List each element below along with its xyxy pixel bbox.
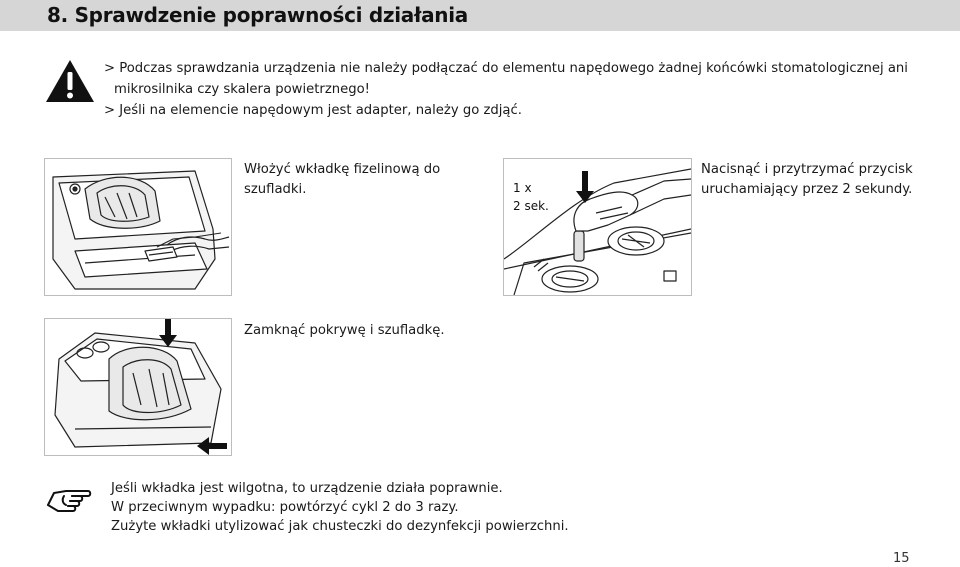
note-text: [111, 479, 911, 536]
step-caption: Nacisnąć i przytrzymać przycisk uruchamiający przez 2 sekundy.: [701, 162, 913, 197]
step-caption: Włożyć wkładkę fizelinową do szufladki.: [244, 162, 441, 197]
drawer-insert-figure: [44, 158, 232, 296]
press-count: 1 x: [513, 181, 532, 195]
section-header-bar: [0, 0, 960, 31]
close-lid-figure: [44, 318, 232, 456]
warning-item: > Podczas sprawdzania urządzenia nie należy podłączać do elementu napędowego żadnej końcówki stomatologicznej ani mikrosilnika czy skalera powietrznego!: [104, 61, 908, 97]
duration-label: [513, 179, 549, 215]
press-duration: 2 sek.: [513, 199, 549, 213]
page-number: 15: [893, 551, 910, 566]
note-line: Zużyte wkładki utylizować jak chusteczki do dezynfekcji powierzchni.: [111, 519, 569, 534]
step-caption: Zamknąć pokrywę i szufladkę.: [244, 323, 445, 338]
section-title: 8. Sprawdzenie poprawności działania: [47, 3, 468, 27]
warning-text: [104, 58, 934, 121]
note-line: Jeśli wkładka jest wilgotna, to urządzenie działa poprawnie.: [111, 481, 503, 496]
press-button-figure: [503, 158, 692, 296]
note-line: W przeciwnym wypadku: powtórzyć cykl 2 do 3 razy.: [111, 500, 459, 515]
warning-item: > Jeśli na elemencie napędowym jest adapter, należy go zdjąć.: [104, 103, 522, 118]
pointing-hand-icon: [44, 483, 92, 515]
warning-triangle-icon: [44, 58, 96, 104]
